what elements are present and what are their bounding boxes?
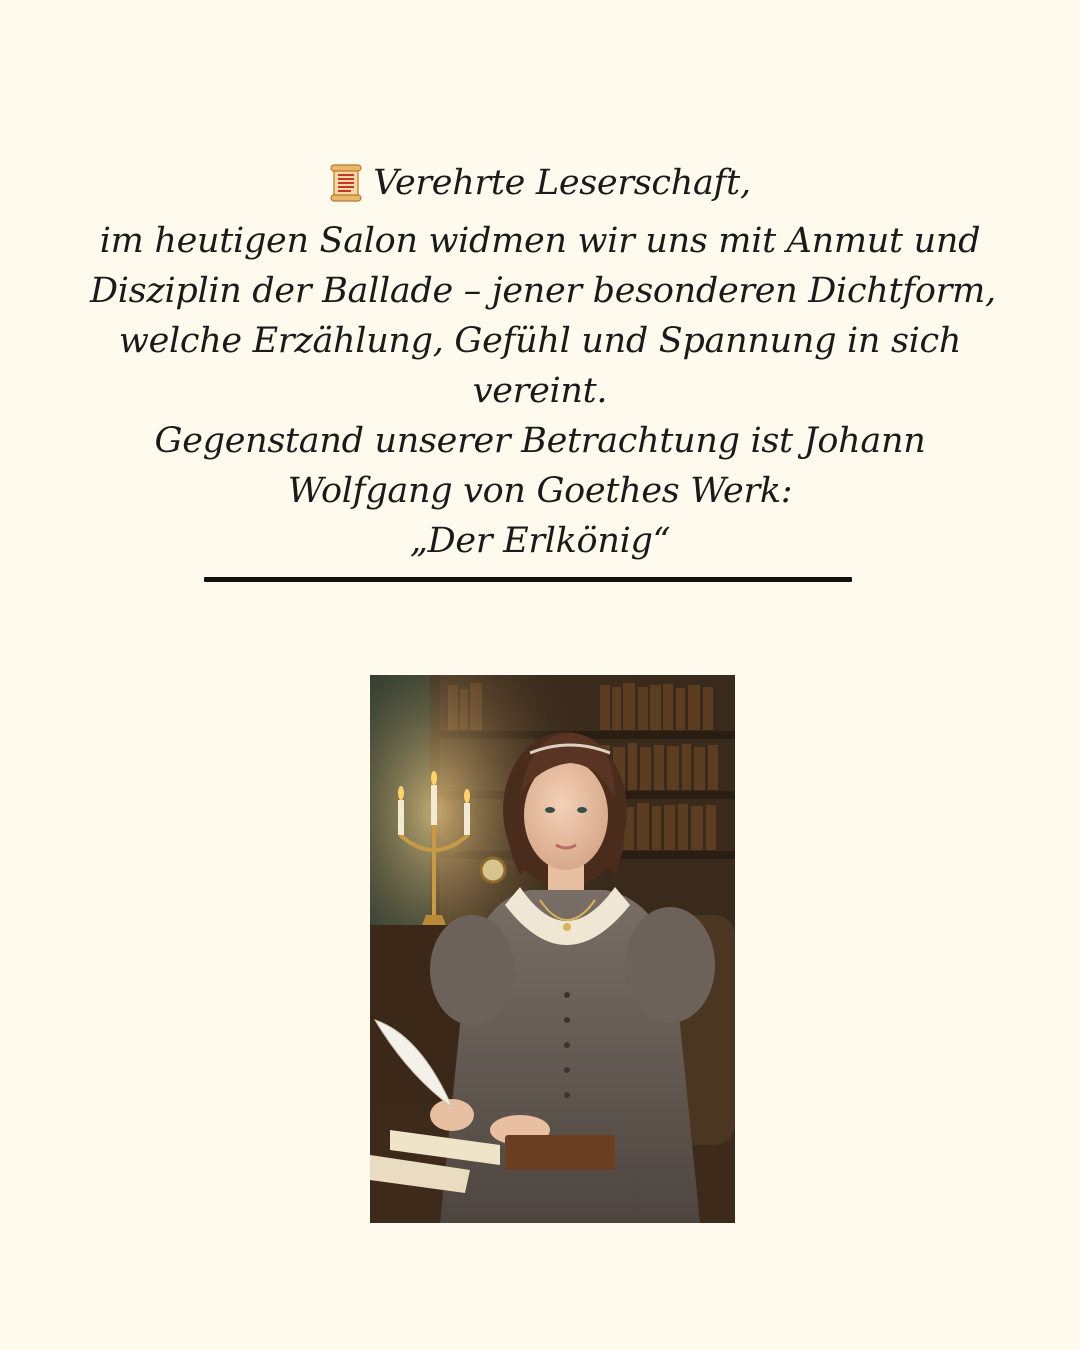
greeting-line [90, 158, 990, 216]
body-line: Disziplin der Ballade – jener besonderen Dichtform, [90, 271, 996, 311]
portrait-image [370, 675, 735, 1223]
intro-text [90, 158, 996, 566]
divider [204, 577, 852, 582]
body-line: vereint. [472, 371, 608, 411]
greeting-text: Verehrte Leserschaft, [373, 163, 751, 203]
body-line: im heutigen Salon widmen wir uns mit Anmut und [99, 221, 981, 261]
scroll-icon [329, 164, 363, 202]
body-line: welche Erzählung, Gefühl und Spannung in sich [118, 321, 962, 361]
body-line: Gegenstand unserer Betrachtung ist Johann [154, 421, 926, 461]
work-title: „Der Erlkönig“ [409, 521, 671, 561]
body-line: Wolfgang von Goethes Werk: [287, 471, 793, 511]
